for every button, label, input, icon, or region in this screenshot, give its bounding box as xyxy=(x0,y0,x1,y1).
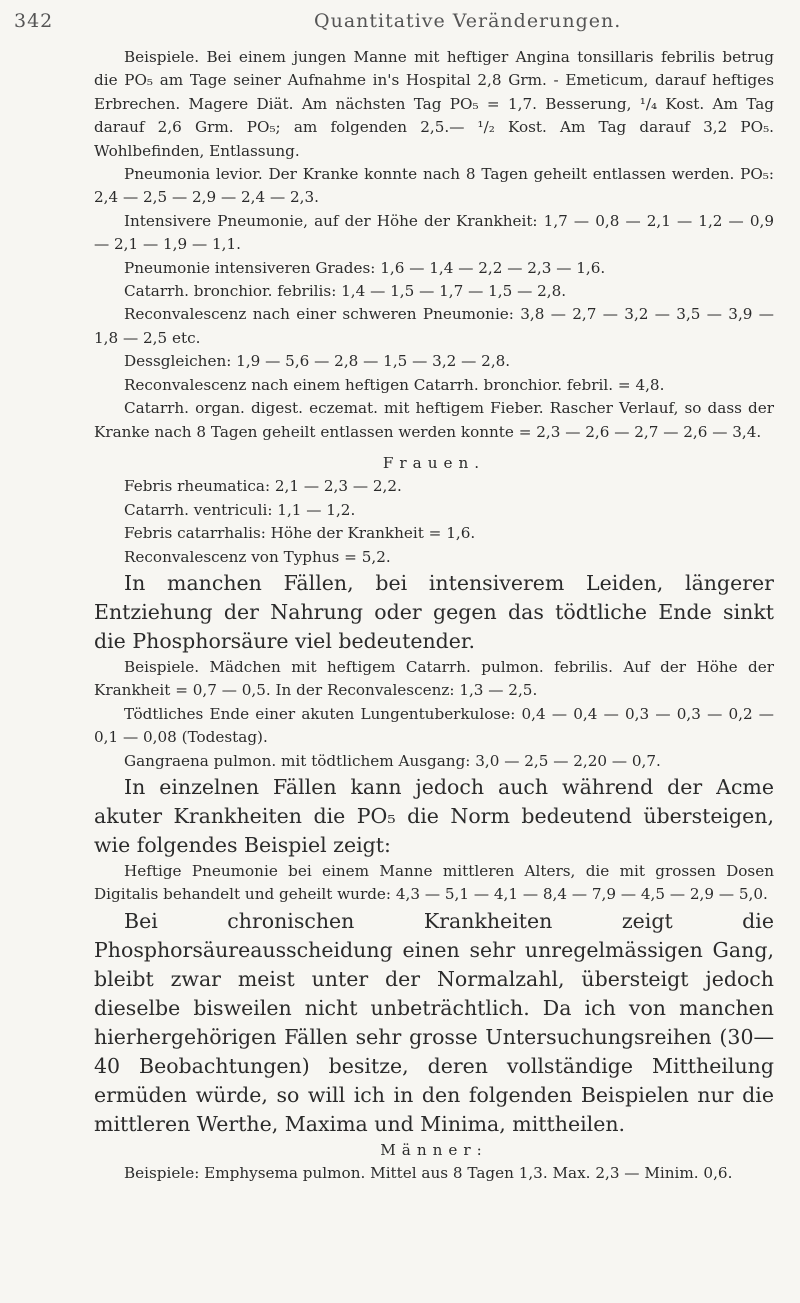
paragraph-catarrh-organ: Catarrh. organ. digest. eczemat. mit heftigem Fieber. Rascher Verlauf, so dass der Kranke nach 8 Tagen geheilt entlassen werden konnte = 2,3 — 2,6 — 2,7 — 2,6 — 3,4. xyxy=(94,399,774,441)
large-paragraph-2: In einzelnen Fällen kann jedoch auch während der Acme akuter Krankheiten die PO₅ die Norm bedeutend übersteigen, wie folgendes Beispiel zeigt: xyxy=(94,774,774,857)
heading-frauen: Frauen. xyxy=(382,453,486,472)
frauen-item: Febris catarrhalis: Höhe der Krankheit = 1,6. xyxy=(124,524,476,543)
paragraph-dessgleichen: Dessgleichen: 1,9 — 5,6 — 2,8 — 1,5 — 3,2 — 2,8. xyxy=(124,352,511,371)
heading-maenner: Männer: xyxy=(380,1140,488,1159)
running-title: Quantitative Veränderungen. xyxy=(314,10,622,32)
paragraph-pneumonie-intensiveren: Pneumonie intensiveren Grades: 1,6 — 1,4 — 2,2 — 2,3 — 1,6. xyxy=(124,258,606,277)
frauen-item: Catarrh. ventriculi: 1,1 — 1,2. xyxy=(124,500,356,519)
frauen-item: Febris rheumatica: 2,1 — 2,3 — 2,2. xyxy=(124,477,402,496)
page-header xyxy=(14,10,786,44)
paragraph-catarrh-bronchior: Catarrh. bronchior. febrilis: 1,4 — 1,5 — 1,7 — 1,5 — 2,8. xyxy=(124,282,567,301)
paragraph-reconvalescenz-catarrh: Reconvalescenz nach einem heftigen Catarrh. bronchior. febril. = 4,8. xyxy=(124,375,665,394)
paragraph-toedtliches-ende: Tödtliches Ende einer akuten Lungentuberkulose: 0,4 — 0,4 — 0,3 — 0,3 — 0,2 — 0,1 — 0,08 (Todestag). xyxy=(94,704,774,747)
frauen-item: Reconvalescenz von Typhus = 5,2. xyxy=(124,547,391,566)
paragraph-pneumonia-levior: Pneumonia levior. Der Kranke konnte nach 8 Tagen geheilt entlassen werden. PO₅: 2,4 — 2,5 — 2,9 — 2,4 — 2,3. xyxy=(94,165,774,207)
paragraph-beispiele-1: Beispiele. Bei einem jungen Manne mit heftiger Angina tonsillaris febrilis betrug die PO₅ am Tage seiner Aufnahme in's Hospital 2,8 Grm. - Emeticum, darauf heftiges Erbrechen. Magere Diät. Am nächsten Tag PO₅ = 1,7. Besserung, ¹/₄ Kost. Am Tag darauf 2,6 Grm. PO₅; am folgenden 2,5.— ¹/₂ Kost. Am Tag darauf 3,2 PO₅. Wohlbefinden, Entlassung. xyxy=(94,48,774,160)
large-paragraph-1: In manchen Fällen, bei intensiverem Leiden, längerer Entziehung der Nahrung oder gegen das tödtliche Ende sinkt die Phosphorsäure viel bedeutender. xyxy=(94,570,774,653)
page-body xyxy=(94,46,774,1186)
paragraph-beispiele-2: Beispiele. Mädchen mit heftigem Catarrh. pulmon. febrilis. Auf der Höhe der Krankheit = 0,7 — 0,5. In der Reconvalescenz: 1,3 — 2,5. xyxy=(94,657,774,700)
paragraph-emphysema: Beispiele: Emphysema pulmon. Mittel aus 8 Tagen 1,3. Max. 2,3 — Minim. 0,6. xyxy=(124,1164,733,1183)
paragraph-reconvalescenz-pneumonie: Reconvalescenz nach einer schweren Pneumonie: 3,8 — 2,7 — 3,2 — 3,5 — 3,9 — 1,8 — 2,5 etc. xyxy=(94,305,774,347)
paragraph-intensivere-pneumonie: Intensivere Pneumonie, auf der Höhe der Krankheit: 1,7 — 0,8 — 2,1 — 1,2 — 0,9 — 2,1 — 1,9 — 1,1. xyxy=(94,211,774,254)
large-paragraph-3: Bei chronischen Krankheiten zeigt die Phosphorsäureausscheidung einen sehr unregelmässigen Gang, bleibt zwar meist unter der Normalzahl, übersteigt jedoch dieselbe bisweilen nicht unbeträchtlich. Da ich von manchen hierhergehörigen Fällen sehr grosse Untersuchungsreihen (30—40 Beobachtungen) besitze, deren vollständige Mittheilung ermüden würde, so will ich in den folgenden Beispielen nur die mittleren Werthe, Maxima und Minima, mittheilen. xyxy=(94,908,774,1136)
page-number: 342 xyxy=(14,10,54,32)
paragraph-gangraena: Gangraena pulmon. mit tödtlichem Ausgang: 3,0 — 2,5 — 2,20 — 0,7. xyxy=(124,751,661,770)
paragraph-heftige-pneumonie: Heftige Pneumonie bei einem Manne mittleren Alters, die mit grossen Dosen Digitalis behandelt und geheilt wurde: 4,3 — 5,1 — 4,1 — 8,4 — 7,9 — 4,5 — 2,9 — 5,0. xyxy=(94,861,774,904)
